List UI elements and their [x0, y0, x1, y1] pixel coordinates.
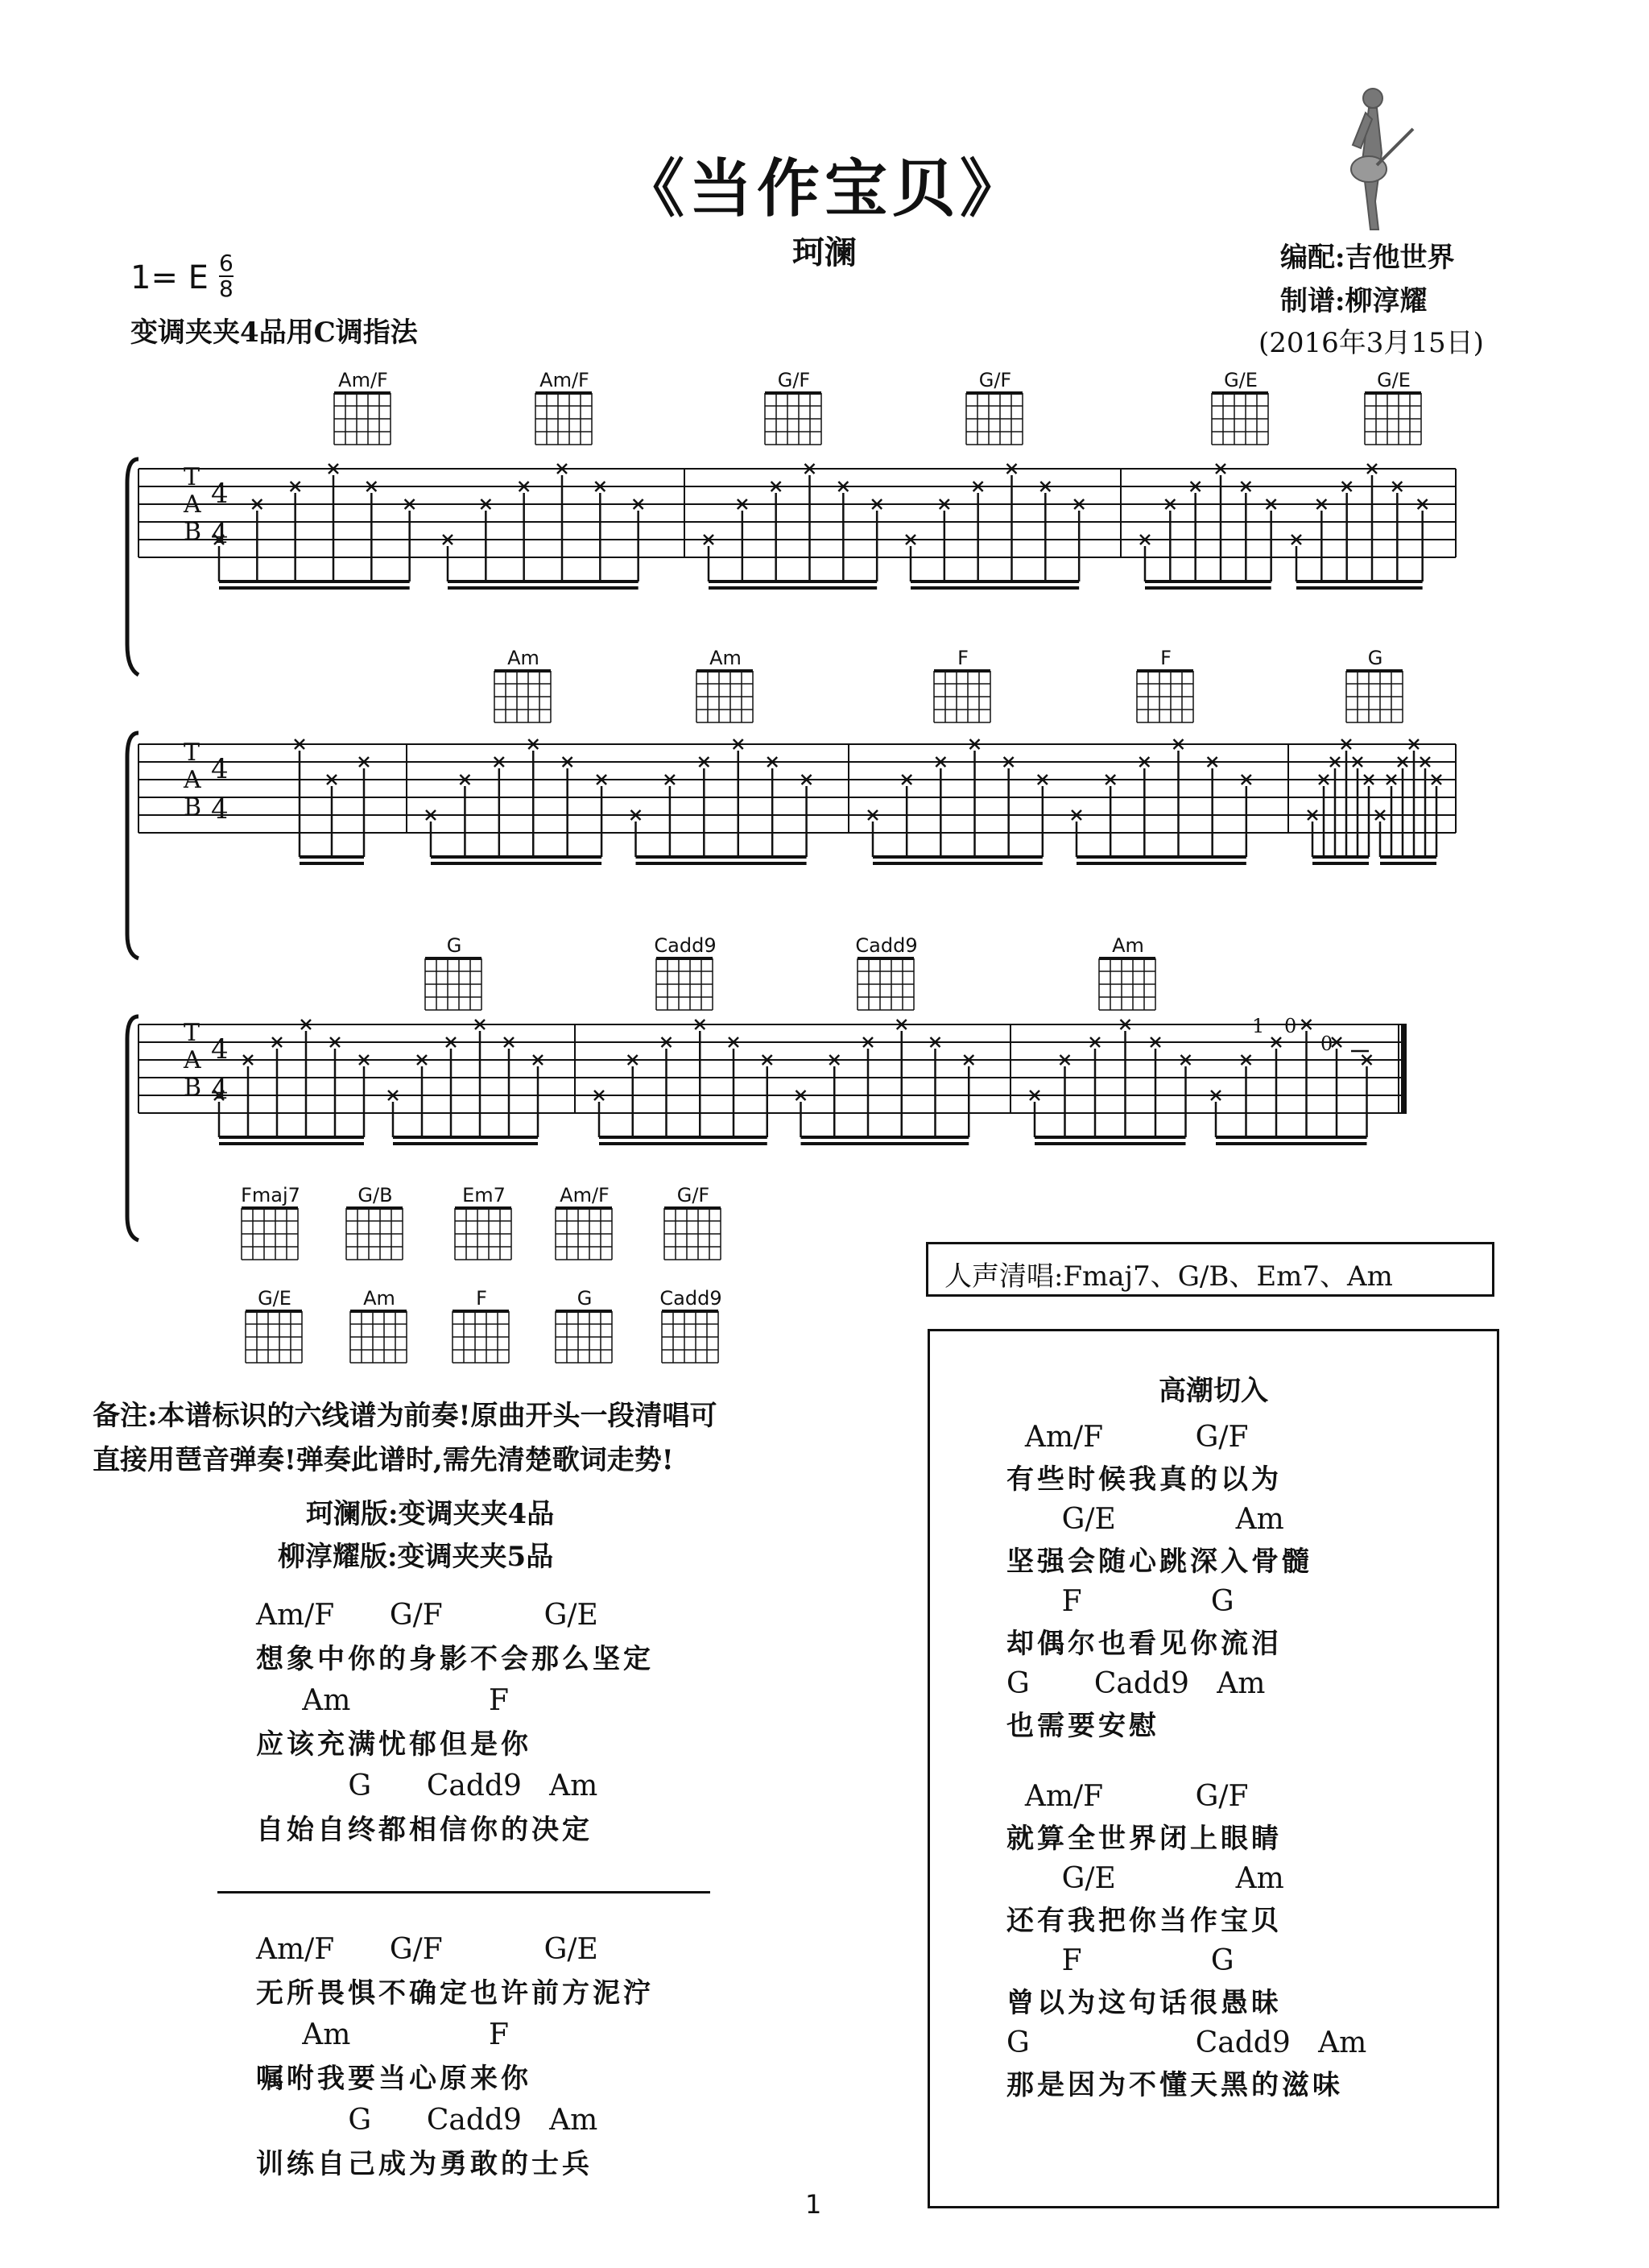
fret-number: 0 [1320, 1033, 1333, 1055]
chord-name: G/E [1377, 369, 1411, 391]
chord-diagram [241, 1184, 300, 1260]
chord-diagram [246, 1287, 302, 1363]
chord-line: G/E Am [1006, 1503, 1284, 1536]
lyric-line: 还有我把你当作宝贝 [1006, 1905, 1282, 1937]
chord-diagram [346, 1184, 403, 1260]
lyric-line: 曾以为这句话很愚昧 [1006, 1987, 1282, 2019]
chord-diagram [453, 1287, 509, 1363]
lyric-line: 坚强会随心跳深入骨髓 [1006, 1546, 1312, 1578]
chorus-box [928, 1329, 1499, 2208]
lyric-line: 有些时候我真的以为 [1006, 1463, 1282, 1496]
tab-letter: T [184, 739, 200, 767]
chord-line: F G [1006, 1585, 1234, 1618]
chord-diagram [455, 1184, 511, 1260]
time-sig-denominator: 8 [219, 275, 234, 302]
time-sig-bottom: 4 [211, 1074, 229, 1106]
tab-letter: A [184, 490, 201, 519]
chord-name: F [1160, 647, 1172, 669]
chord-diagram [934, 647, 990, 722]
chord-diagram [1346, 647, 1403, 722]
chorus-title: 高潮切入 [1159, 1375, 1268, 1407]
time-sig-bottom: 4 [211, 518, 229, 550]
chord-name: Fmaj7 [241, 1184, 300, 1206]
time-sig-top: 4 [211, 1033, 229, 1066]
chord-diagram [1365, 369, 1421, 445]
chord-name: Am [507, 647, 539, 669]
song-title: 《当作宝贝》 [621, 152, 1027, 226]
tab-letter: B [184, 518, 202, 546]
transcriber-credit: 制谱:柳淳耀 [1280, 285, 1428, 317]
chord-diagram [334, 369, 391, 445]
chord-line: G Cadd9 Am [256, 2104, 598, 2137]
arranger-credit: 编配:吉他世界 [1280, 242, 1455, 274]
chord-diagram [765, 369, 821, 445]
chord-name: G/F [676, 1184, 710, 1206]
chord-diagram [494, 647, 551, 722]
lyric-line: 就算全世界闭上眼睛 [1006, 1823, 1282, 1855]
chord-name: Am [1112, 934, 1144, 957]
chord-line: F G [1006, 1944, 1234, 1977]
fret-number: 1 [1252, 1015, 1265, 1037]
tab-letter: T [184, 463, 200, 491]
chord-diagram [556, 1184, 612, 1260]
tab-letter: T [184, 1019, 200, 1047]
tab-letter: A [184, 766, 201, 794]
chord-diagram [1137, 647, 1193, 722]
time-sig-top: 4 [211, 478, 229, 510]
chord-line: Am F [256, 2018, 509, 2051]
chorus-lyrics [1006, 1421, 1497, 2102]
chord-line: G/E Am [1006, 1862, 1284, 1895]
chord-name: Am [363, 1287, 395, 1310]
chord-line: Am/F G/F G/E [256, 1933, 598, 1966]
chord-name: G/E [258, 1287, 291, 1310]
lyric-line: 却偶尔也看见你流泪 [1006, 1628, 1282, 1660]
chord-name: Am/F [539, 369, 589, 391]
version-note-2: 柳淳耀版:变调夹夹5品 [278, 1541, 554, 1573]
chord-diagram [535, 369, 592, 445]
key-signature: 1= E [130, 259, 209, 296]
chord-line: Am F [256, 1684, 509, 1717]
chord-line: Am/F G/F [1006, 1780, 1249, 1813]
capo-instruction: 变调夹夹4品用C调指法 [130, 317, 418, 349]
verse-1 [256, 1599, 654, 1847]
chord-name: Am/F [338, 369, 388, 391]
lyric-line: 那是因为不懂天黑的滋味 [1006, 2069, 1343, 2101]
chord-name: Am [709, 647, 742, 669]
chord-diagram [654, 934, 716, 1010]
lyric-line: 嘱咐我要当心原来你 [256, 2063, 531, 2095]
artist-name: 珂澜 [792, 234, 857, 271]
chord-line: Am/F G/F G/E [256, 1599, 598, 1632]
chord-name: G [446, 934, 462, 957]
lyric-line: 训练自己成为勇敢的士兵 [256, 2148, 593, 2180]
chord-name: G [577, 1287, 593, 1310]
chord-line: G Cadd9 Am [1006, 1667, 1266, 1700]
verse-2 [256, 1933, 654, 2181]
lyric-line: 无所畏惧不确定也许前方泥泞 [256, 1977, 654, 2009]
chord-diagram [1212, 369, 1268, 445]
chord-diagram [855, 934, 917, 1010]
chord-name: G/F [978, 369, 1012, 391]
note-line-1: 备注:本谱标识的六线谱为前奏!原曲开头一段清唱可 [93, 1400, 717, 1432]
chord-name: G/B [357, 1184, 393, 1206]
chord-diagram [696, 647, 753, 722]
chord-line: G Cadd9 Am [256, 1769, 598, 1802]
chord-diagram [350, 1287, 407, 1363]
divider [217, 1891, 710, 1893]
vocal-intro-text: 人声清唱:Fmaj7、G/B、Em7、Am [944, 1260, 1393, 1293]
chord-name: Cadd9 [659, 1287, 722, 1310]
note-line-2: 直接用琶音弹奏!弹奏此谱时,需先清楚歌词走势! [93, 1444, 674, 1476]
time-sig-top: 4 [211, 753, 229, 785]
chord-name: Cadd9 [855, 934, 918, 957]
chord-line: G Cadd9 Am [1006, 2026, 1367, 2059]
chord-diagram [556, 1287, 612, 1363]
lyric-line: 自始自终都相信你的决定 [256, 1814, 593, 1846]
chord-name: Em7 [462, 1184, 506, 1206]
tab-letter: B [184, 1074, 202, 1102]
time-sig-bottom: 4 [211, 793, 229, 826]
lyric-line: 也需要安慰 [1006, 1710, 1159, 1742]
chord-name: G [1367, 647, 1383, 669]
tab-letter: B [184, 793, 202, 822]
version-note-1: 珂澜版:变调夹夹4品 [306, 1498, 555, 1530]
chord-diagram [425, 934, 481, 1010]
chord-name: F [476, 1287, 487, 1310]
fret-number: 0 [1284, 1015, 1297, 1037]
lyric-line: 想象中你的身影不会那么坚定 [256, 1643, 654, 1675]
page-number: 1 [805, 2189, 822, 2220]
chord-line: Am/F G/F [1006, 1421, 1249, 1454]
chord-name: Cadd9 [654, 934, 717, 957]
chord-diagram [966, 369, 1023, 445]
lyric-line: 应该充满忧郁但是你 [256, 1728, 531, 1761]
time-sig-numerator: 6 [219, 250, 234, 276]
tab-letter: A [184, 1046, 201, 1074]
vocal-intro-box [926, 1242, 1494, 1297]
chord-diagram [1099, 934, 1155, 1010]
chord-diagram [664, 1184, 721, 1260]
chord-name: G/F [777, 369, 811, 391]
chord-diagram [659, 1287, 721, 1363]
date: (2016年3月15日) [1258, 327, 1484, 359]
chord-name: F [957, 647, 969, 669]
chord-name: G/E [1224, 369, 1258, 391]
chord-name: Am/F [560, 1184, 610, 1206]
